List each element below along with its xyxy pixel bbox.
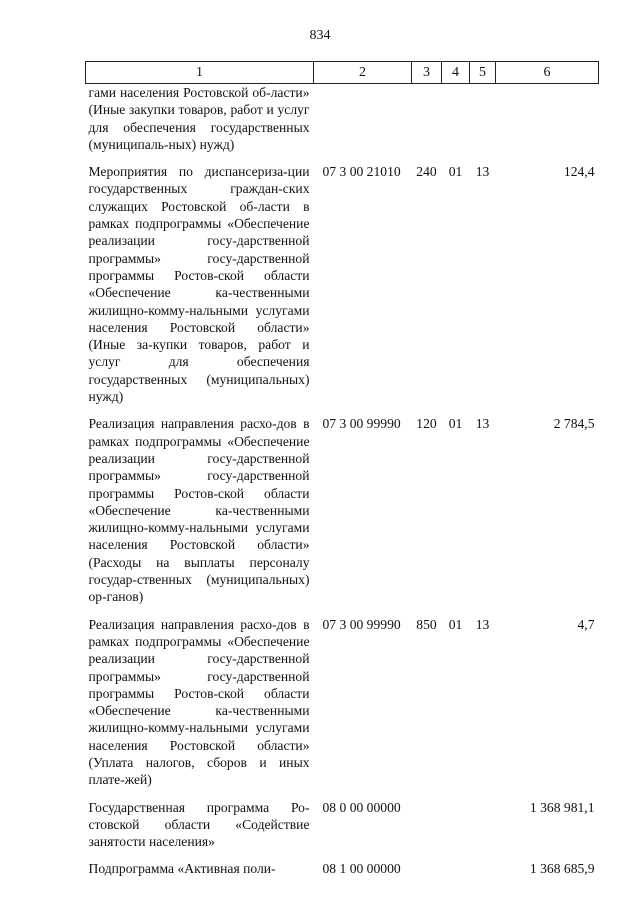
column-header: 3 (412, 62, 442, 84)
row-target-code: 07 3 00 99990 (322, 416, 401, 432)
row-description: Государственная программа Ро-стовской области «Содействие занятости населения» (88, 799, 310, 850)
row-expense-type (412, 799, 442, 851)
row-spacer (86, 153, 599, 163)
page-number: 834 (309, 28, 331, 43)
table-row (86, 616, 599, 789)
row-section: 01 (448, 616, 463, 632)
table-row (86, 163, 599, 405)
table-row (86, 415, 599, 605)
row-section (442, 860, 470, 877)
row-expense-type: 120 (416, 416, 437, 432)
row-section: 01 (448, 164, 463, 180)
row-amount: 1 368 685,9 (529, 861, 595, 877)
row-amount (496, 84, 599, 154)
table-row (86, 84, 599, 154)
row-spacer (86, 606, 599, 616)
row-section (442, 84, 470, 154)
row-subsection: 13 (475, 164, 490, 180)
row-target-code (314, 84, 412, 154)
row-description: Реализация направления расхо-дов в рамках подпрограммы «Обеспечение реализации госу-дарственной программы» госу-дарственной программы Ростов-ской области «Обеспечение ка-чественными жилищно-комму-нальными услугами населения Ростовской области» (Уплата налогов, сборов и иных плате-жей) (88, 616, 310, 788)
row-expense-type (412, 84, 442, 154)
row-subsection: 13 (475, 416, 490, 432)
column-header: 4 (442, 62, 470, 84)
row-subsection (470, 860, 496, 877)
budget-table (85, 61, 599, 878)
row-target-code: 07 3 00 99990 (322, 616, 401, 632)
row-subsection (470, 84, 496, 154)
row-target-code: 08 1 00 00000 (322, 861, 401, 877)
row-description: Подпрограмма «Активная поли- (88, 861, 276, 877)
row-subsection: 13 (475, 616, 490, 632)
column-header: 2 (314, 62, 412, 84)
row-spacer (86, 405, 599, 415)
row-target-code: 07 3 00 21010 (322, 164, 401, 180)
column-header: 6 (496, 62, 599, 84)
row-subsection (470, 799, 496, 851)
row-description: Мероприятия по диспансериза-ции государственных граждан-ских служащих Ростовской об-ласти в рамках подпрограммы «Обеспечение реализации госу-дарственной программы» госу-дарственной программы Ростов-ской области «Обеспечение ка-чественными жилищно-комму-нальными услугами населения Ростовской области» (Иные за-купки товаров, работ и услуг для обеспечения государственных (муниципальных) нужд) (88, 164, 310, 405)
row-spacer (86, 850, 599, 860)
table-row (86, 860, 599, 877)
row-section (442, 799, 470, 851)
row-amount: 4,7 (577, 616, 595, 632)
row-description: Реализация направления расхо-дов в рамках подпрограммы «Обеспечение реализации госу-дарственной программы» госу-дарственной программы Ростов-ской области «Обеспечение ка-чественными жилищно-комму-нальными услугами населения Ростовской области» (Расходы на выплаты персоналу государ-ственных (муниципальных) ор-ганов) (88, 416, 310, 605)
row-expense-type: 240 (416, 164, 437, 180)
row-expense-type: 850 (416, 616, 437, 632)
table-row (86, 799, 599, 851)
row-expense-type (412, 860, 442, 877)
column-header: 1 (86, 62, 314, 84)
row-spacer (86, 789, 599, 799)
table-header-row (86, 62, 599, 84)
column-header: 5 (470, 62, 496, 84)
row-target-code: 08 0 00 00000 (322, 799, 401, 815)
row-description: гами населения Ростовской об-ласти» (Иные закупки товаров, работ и услуг для обеспечения государственных (муниципаль-ных) нужд) (88, 85, 310, 152)
row-amount: 124,4 (563, 164, 595, 180)
row-section: 01 (448, 416, 463, 432)
row-amount: 2 784,5 (553, 416, 595, 432)
row-amount: 1 368 981,1 (529, 799, 595, 815)
